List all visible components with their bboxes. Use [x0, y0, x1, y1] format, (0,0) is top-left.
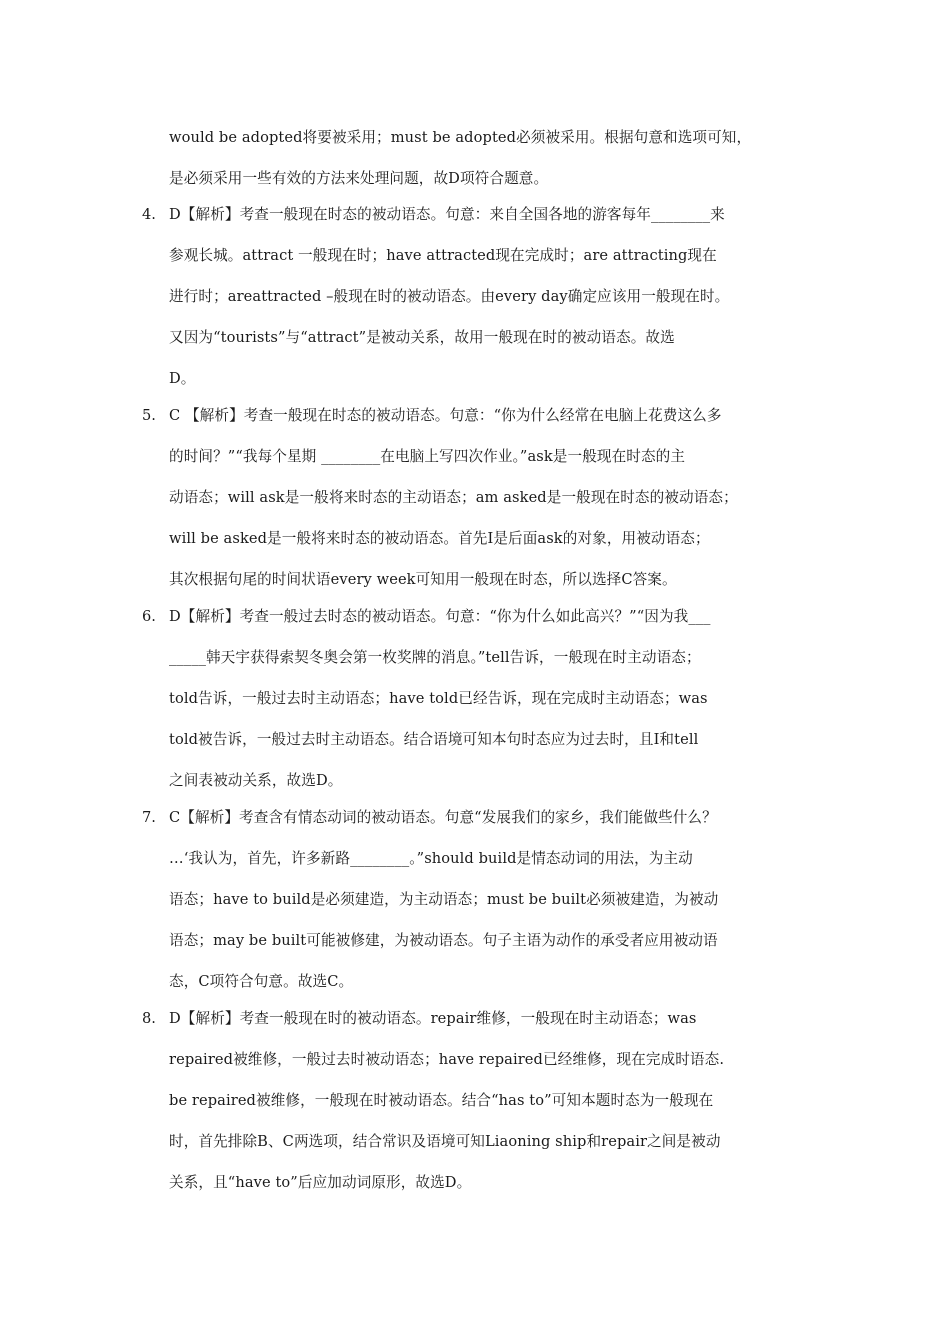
text-line: 语态；have to build是必须建造，为主动语态；must be built必须被建造，为被动 [169, 891, 719, 908]
text-line: 的时间？”“我每个星期 ________在电脑上写四次作业。”ask是一般现在时态的主 [169, 448, 686, 465]
text-line: told被告诉，一般过去时主动语态。结合语境可知本句时态应为过去时，且I和tell [169, 731, 699, 748]
text-line: would be adopted将要被采用；must be adopted必须被采用。根据句意和选项可知， [169, 129, 752, 146]
text-line: 语态；may be built可能被修建，为被动语态。句子主语为动作的承受者应用被动语 [169, 932, 718, 949]
text-line: 参观长城。attract 一般现在时；have attracted现在完成时；are attracting现在 [169, 247, 717, 264]
item-number: 7. [142, 809, 156, 826]
text-line: will be asked是一般将来时态的被动语态。首先I是后面ask的对象，用被动语态； [169, 530, 710, 547]
text-line: be repaired被维修，一般现在时被动语态。结合“has to”可知本题时态为一般现在 [169, 1092, 714, 1109]
item-number: 6. [142, 608, 156, 625]
text-line: D【解析】考查一般现在时态的被动语态。句意：来自全国各地的游客每年________来 [169, 206, 725, 223]
text-line: D【解析】考查一般过去时态的被动语态。句意：“你为什么如此高兴？”“因为我___ [169, 608, 711, 625]
text-line: 又因为“tourists”与“attract”是被动关系，故用一般现在时的被动语态。故选 [169, 329, 675, 346]
text-line: repaired被维修，一般过去时被动语态；have repaired已经维修，现在完成时语态. [169, 1051, 725, 1068]
text-line: C【解析】考查含有情态动词的被动语态。句意“发展我们的家乡，我们能做些什么？ [169, 809, 717, 826]
text-line: 动语态；will ask是一般将来时态的主动语态；am asked是一般现在时态的被动语态； [169, 489, 738, 506]
text-line: D【解析】考查一般现在时的被动语态。repair维修，一般现在时主动语态；was [169, 1010, 697, 1027]
text-line: 时，首先排除B、C两选项，结合常识及语境可知Liaoning ship和repair之间是被动 [169, 1133, 721, 1150]
text-line: …‘我认为，首先，许多新路________。”should build是情态动词的用法，为主动 [169, 850, 693, 867]
text-line: C 【解析】考查一般现在时态的被动语态。句意：“你为什么经常在电脑上花费这么多 [169, 407, 722, 424]
text-line: _____韩天宇获得索契冬奥会第一枚奖牌的消息。”tell告诉，一般现在时主动语态； [169, 649, 701, 666]
item-number: 8. [142, 1010, 156, 1027]
item-number: 5. [142, 407, 156, 424]
text-line: 态，C项符合句意。故选C。 [169, 973, 354, 990]
item-number: 4. [142, 206, 156, 223]
text-line: 之间表被动关系，故选D。 [169, 772, 343, 789]
text-line: 进行时；areattracted –般现在时的被动语态。由every day确定应该用一般现在时。 [169, 288, 730, 305]
text-line: 关系，且“have to”后应加动词原形，故选D。 [169, 1174, 472, 1191]
text-line: 其次根据句尾的时间状语every week可知用一般现在时态，所以选择C答案。 [169, 571, 677, 588]
text-line: D。 [169, 370, 196, 387]
text-line: told告诉，一般过去时主动语态；have told已经告诉，现在完成时主动语态；was [169, 690, 708, 707]
text-line: 是必须采用一些有效的方法来处理问题，故D项符合题意。 [169, 170, 549, 187]
